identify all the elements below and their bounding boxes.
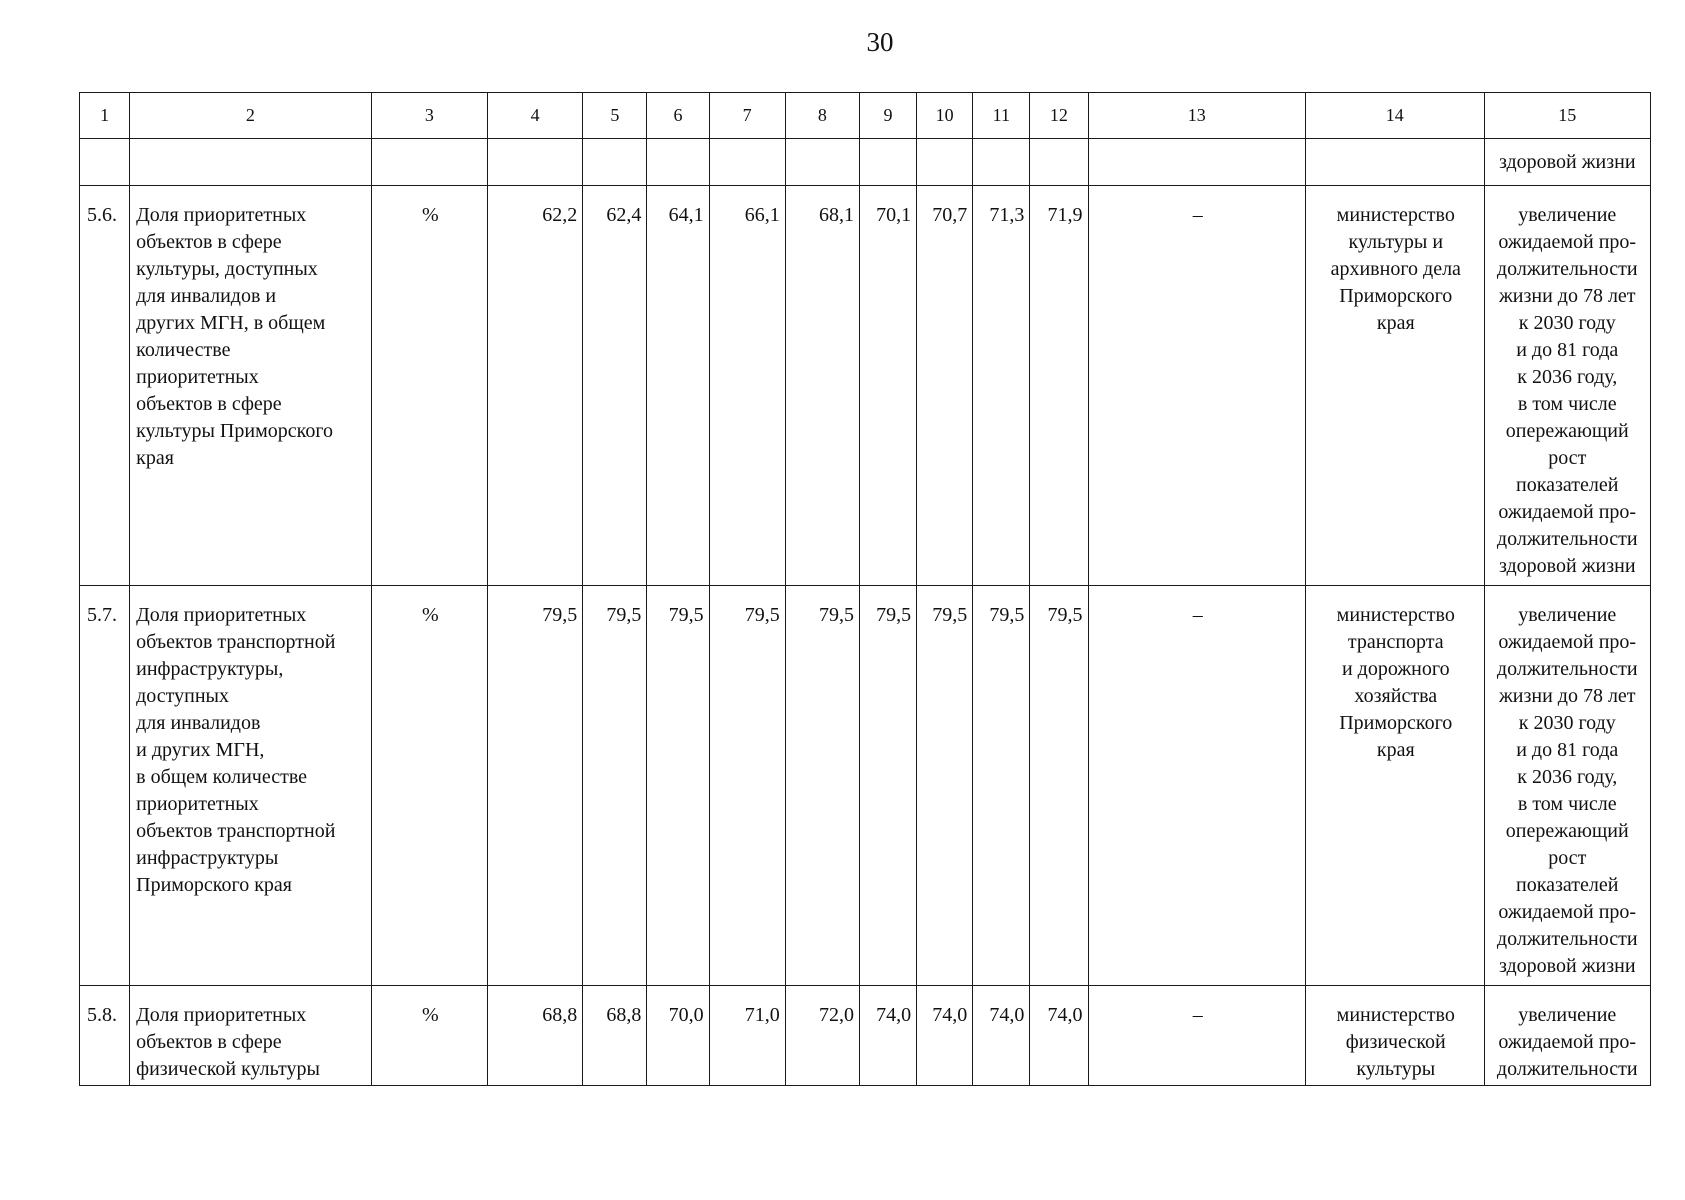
- value-cell: 71,9: [1047, 204, 1083, 226]
- column-header: 10: [917, 93, 973, 139]
- column-header: 14: [1306, 93, 1484, 139]
- responsible-ministry: министерство транспорта и дорожного хозяйства Приморского края: [1336, 604, 1455, 761]
- goal-cell: [1485, 186, 1651, 580]
- column-header: 1: [80, 93, 130, 139]
- goal-line: здоровой жизни: [1498, 555, 1636, 577]
- goal-line: увеличение: [1518, 604, 1617, 626]
- goal-line: ожидаемой про-: [1498, 501, 1637, 523]
- indicator-name: Доля приоритетных объектов в сфере культуры, доступных для инвалидов и других МГН, в общем количестве приоритетных объектов в сфере культуры Приморского края: [136, 204, 334, 469]
- column-number-row: [80, 93, 1651, 139]
- column-header: 8: [785, 93, 859, 139]
- unit-cell: %: [422, 1004, 439, 1026]
- responsible-ministry: министерство физической культуры: [1336, 1004, 1455, 1080]
- goal-line: опережающий: [1505, 420, 1629, 442]
- value-cell: 68,1: [818, 204, 854, 226]
- goal-line: к 2030 году: [1518, 712, 1616, 734]
- goal-line: ожидаемой про-: [1498, 901, 1637, 923]
- value-cell: 70,1: [876, 204, 912, 226]
- goal-line: жизни до 78 лет: [1498, 685, 1636, 707]
- table-row: [80, 986, 1651, 1086]
- col13-cell: –: [1192, 204, 1203, 226]
- value-cell: 70,7: [932, 204, 968, 226]
- column-header: 3: [371, 93, 487, 139]
- row-number: 5.8.: [87, 1004, 117, 1026]
- goal-line: жизни до 78 лет: [1498, 285, 1636, 307]
- goal-line: в том числе: [1517, 793, 1617, 815]
- continuation-text: здоровой жизни: [1498, 150, 1636, 173]
- goal-line: ожидаемой про-: [1498, 631, 1637, 653]
- goal-cell: [1485, 586, 1651, 980]
- continuation-row: [80, 139, 1651, 186]
- goal-line: и до 81 года: [1516, 739, 1619, 761]
- column-header: 2: [130, 93, 372, 139]
- value-cell: 79,5: [744, 604, 780, 626]
- goal-line: должительности: [1496, 528, 1638, 550]
- value-cell: 66,1: [744, 204, 780, 226]
- goal-line: ожидаемой про-: [1498, 1031, 1637, 1053]
- goal-cell: [1485, 986, 1651, 1083]
- indicators-table: [79, 92, 1651, 1086]
- col13-cell: –: [1192, 604, 1203, 626]
- column-header: 4: [488, 93, 583, 139]
- column-header: 7: [709, 93, 785, 139]
- value-cell: 71,3: [989, 204, 1025, 226]
- col13-cell: –: [1192, 1004, 1203, 1026]
- unit-cell: %: [422, 204, 439, 226]
- value-cell: 72,0: [818, 1004, 854, 1026]
- column-header: 15: [1484, 93, 1651, 139]
- value-cell: 74,0: [1047, 1004, 1083, 1026]
- column-header: 12: [1030, 93, 1088, 139]
- indicator-name: Доля приоритетных объектов транспортной инфраструктуры, доступных для инвалидов и других МГН, в общем количестве приоритетных объектов транспортной инфраструктуры Приморского края: [136, 604, 336, 896]
- goal-line: к 2036 году,: [1517, 766, 1618, 788]
- goal-line: показателей: [1516, 874, 1619, 896]
- value-cell: 74,0: [876, 1004, 912, 1026]
- value-cell: 79,5: [668, 604, 704, 626]
- row-number: 5.6.: [87, 204, 117, 226]
- value-cell: 74,0: [932, 1004, 968, 1026]
- goal-line: увеличение: [1518, 204, 1617, 226]
- goal-line: опережающий: [1505, 820, 1629, 842]
- value-cell: 68,8: [606, 1004, 642, 1026]
- goal-line: и до 81 года: [1516, 339, 1619, 361]
- goal-line: ожидаемой про-: [1498, 231, 1637, 253]
- goal-line: увеличение: [1518, 1004, 1617, 1026]
- value-cell: 79,5: [606, 604, 642, 626]
- value-cell: 79,5: [932, 604, 968, 626]
- goal-line: здоровой жизни: [1498, 955, 1636, 977]
- column-header: 13: [1088, 93, 1306, 139]
- value-cell: 79,5: [1047, 604, 1083, 626]
- responsible-ministry: министерство культуры и архивного дела Приморского края: [1330, 204, 1461, 334]
- value-cell: 64,1: [668, 204, 704, 226]
- page-number: 30: [866, 27, 894, 57]
- column-header: 9: [859, 93, 916, 139]
- row-number: 5.7.: [87, 604, 117, 626]
- value-cell: 70,0: [668, 1004, 704, 1026]
- table-row: [80, 186, 1651, 586]
- value-cell: 79,5: [818, 604, 854, 626]
- value-cell: 74,0: [989, 1004, 1025, 1026]
- column-header: 5: [583, 93, 647, 139]
- value-cell: 71,0: [744, 1004, 780, 1026]
- goal-line: рост: [1548, 847, 1587, 869]
- goal-line: к 2030 году: [1518, 312, 1616, 334]
- goal-line: должительности: [1496, 1058, 1638, 1080]
- column-header: 6: [647, 93, 709, 139]
- value-cell: 68,8: [542, 1004, 578, 1026]
- value-cell: 79,5: [989, 604, 1025, 626]
- value-cell: 79,5: [876, 604, 912, 626]
- goal-line: рост: [1548, 447, 1587, 469]
- table-row: [80, 586, 1651, 986]
- goal-line: должительности: [1496, 928, 1638, 950]
- value-cell: 62,2: [542, 204, 578, 226]
- goal-line: должительности: [1496, 258, 1638, 280]
- goal-line: к 2036 году,: [1517, 366, 1618, 388]
- column-header: 11: [973, 93, 1030, 139]
- unit-cell: %: [422, 604, 439, 626]
- value-cell: 79,5: [542, 604, 578, 626]
- goal-line: должительности: [1496, 658, 1638, 680]
- goal-line: показателей: [1516, 474, 1619, 496]
- value-cell: 62,4: [606, 204, 642, 226]
- goal-line: в том числе: [1517, 393, 1617, 415]
- indicator-name: Доля приоритетных объектов в сфере физической культуры: [136, 1004, 320, 1080]
